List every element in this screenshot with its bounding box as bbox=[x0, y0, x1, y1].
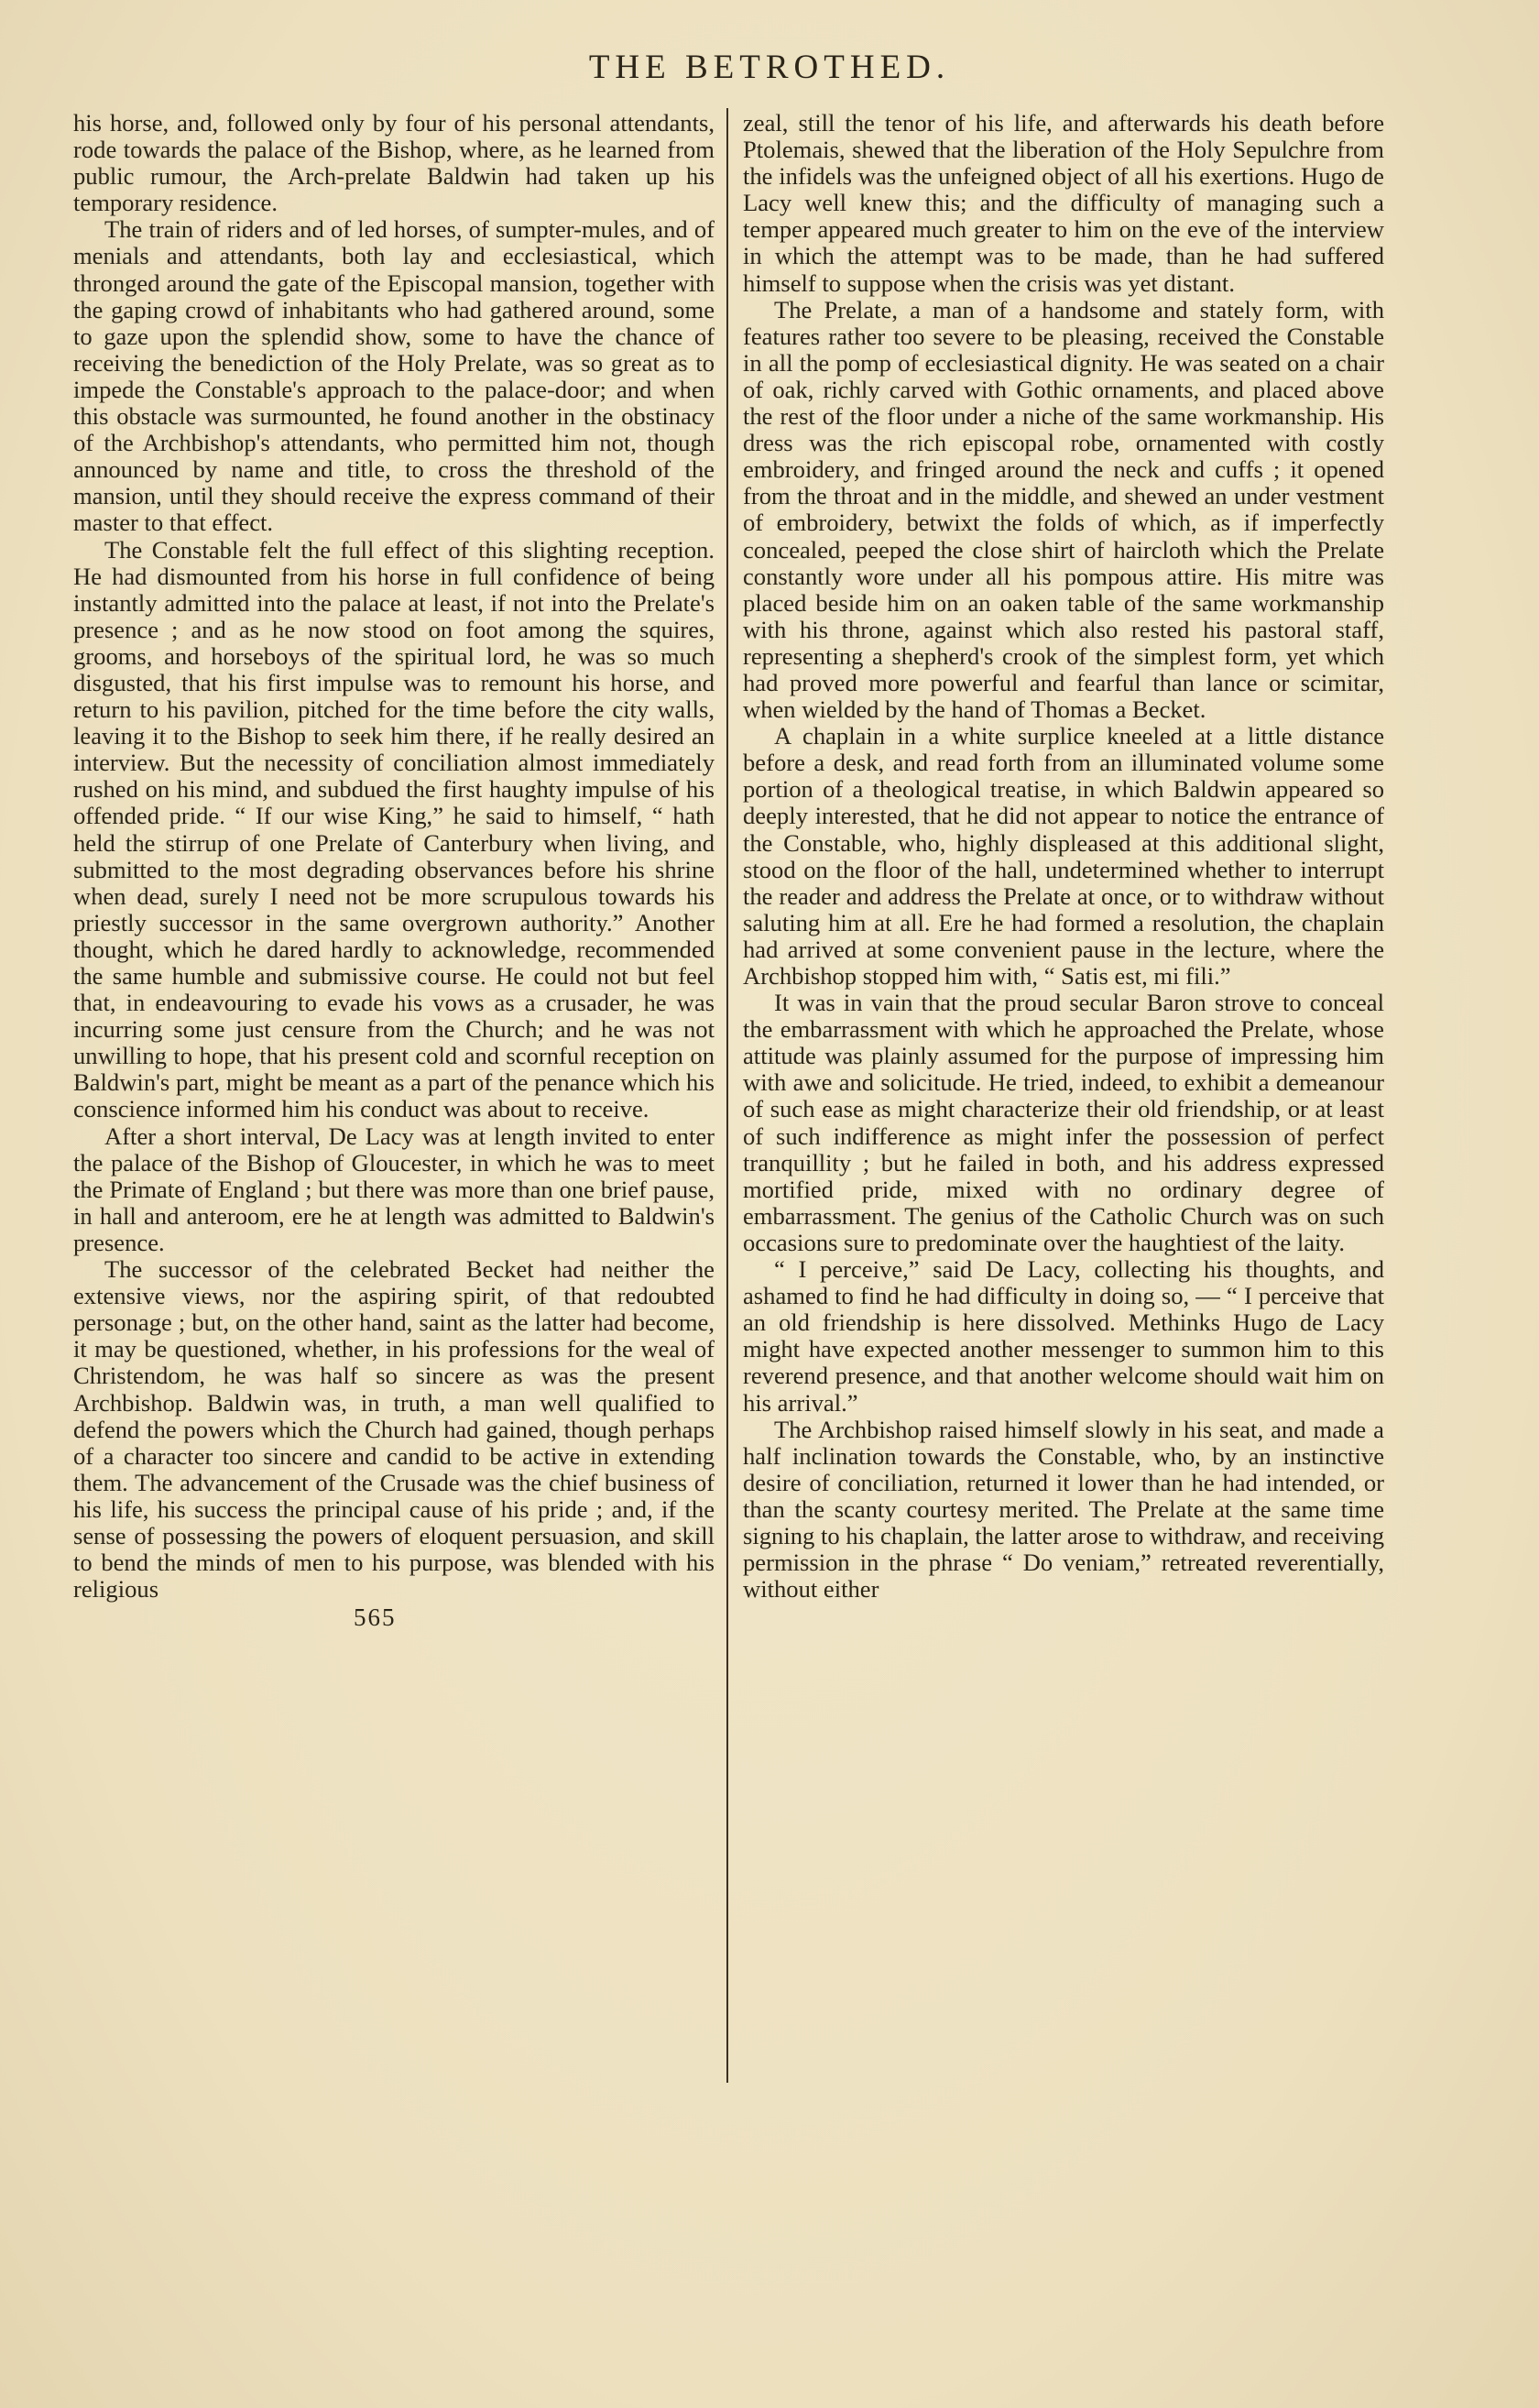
paragraph: his horse, and, followed only by four of his personal attendants, rode towards the palace of the Bishop, where, as he learned from public rumour, the Arch-prelate Baldwin had taken up his temporary residence. bbox=[73, 109, 715, 217]
paragraph: It was in vain that the proud secular Baron strove to conceal the embarrassment with which he approached the Prelate, whose attitude was plainly assumed for the purpose of impressing him with awe and solicitude. He tried, indeed, to exhibit a demeanour of such ease as might characterize their old friendship, or at least of such indifference as might infer the possession of perfect tranquillity ; but he failed in both, and his address expressed mortified pride, mixed with no ordinary degree of embarrassment. The genius of the Catholic Church was on such occasions sure to predominate over the haughtiest of the laity. bbox=[743, 989, 1384, 1256]
paragraph: The successor of the celebrated Becket had neither the extensive views, nor the aspiring spirit, of that redoubted personage ; but, on the other hand, saint as the latter had become, it may be questioned, whether, in his professions for the weal of Christendom, he was half so sincere as was the present Archbishop. Baldwin was, in truth, a man well qualified to defend the powers which the Church had gained, though perhaps of a character too sincere and candid to be active in extending them. The advancement of the Crusade was the chief business of his life, his success the principal cause of his pride ; and, if the sense of possessing the powers of eloquent persuasion, and skill to bend the minds of men to his purpose, was blended with his religious bbox=[73, 1255, 715, 1604]
running-title: THE BETROTHED. bbox=[588, 49, 951, 86]
left-column bbox=[73, 109, 715, 1632]
page-number: 565 bbox=[354, 1604, 397, 1632]
paragraph: The Prelate, a man of a handsome and stately form, with features rather too severe to be pleasing, received the Constable in all the pomp of ecclesiastical dignity. He was seated on a chair of oak, richly carved with Gothic ornaments, and placed above the rest of the floor under a niche of the same workmanship. His dress was the rich episcopal robe, ornamented with costly embroidery, and fringed around the neck and cuffs ; it opened from the throat and in the middle, and shewed an under vestment of embroidery, betwixt the folds of which, as if imperfectly concealed, peeped the close shirt of haircloth which the Prelate constantly wore under all his pompous attire. His mitre was placed beside him on an oaken table of the same workmanship with his throne, against which also rested his pastoral staff, representing a shepherd's crook of the simplest form, yet which had proved more powerful and fearful than lance or scimitar, when wielded by the hand of Thomas a Becket. bbox=[743, 295, 1384, 724]
paragraph: The train of riders and of led horses, of sumpter-mules, and of menials and attendants, both lay and ecclesiastical, which thronged around the gate of the Episcopal mansion, together with the gaping crowd of inhabitants who had gathered around, some to gaze upon the splendid show, some to have the chance of receiving the benediction of the Holy Prelate, was so great as to impede the Constable's approach to the palace-door; and when this obstacle was surmounted, he found another in the obstinacy of the Archbishop's attendants, who permitted him not, though announced by name and title, to cross the threshold of the mansion, until they should receive the express command of their master to that effect. bbox=[73, 215, 715, 537]
paragraph: After a short interval, De Lacy was at length invited to enter the palace of the Bishop of Gloucester, in which he was to meet the Primate of England ; but there was more than one brief pause, in hall and anteroom, ere he at length was admitted to Baldwin's presence. bbox=[73, 1122, 715, 1256]
paragraph: The Constable felt the full effect of this slighting reception. He had dismounted from his horse in full confidence of being instantly admitted into the palace at least, if not into the Prelate's presence ; and as he now stood on foot among the squires, grooms, and horseboys of the spiritual lord, he was so much disgusted, that his first impulse was to remount his horse, and return to his pavilion, pitched for the time before the city walls, leaving it to the Bishop to seek him there, if he really desired an interview. But the necessity of conciliation almost immediately rushed on his mind, and subdued the first haughty impulse of his offended pride. “ If our wise King,” he said to himself, “ hath held the stirrup of one Prelate of Canterbury when living, and submitted to the most degrading observances before his shrine when dead, surely I need not be more scrupulous towards his priestly successor in the same overgrown authority.” Another thought, which he dared hardly to acknowledge, recommended the same humble and submissive course. He could not but feel that, in endeavouring to evade his vows as a crusader, he was incurring some just censure from the Church; and he was not unwilling to hope, that his present cold and scornful reception on Baldwin's part, might be meant as a part of the penance which his conscience informed him his conduct was about to receive. bbox=[73, 535, 715, 1123]
paragraph: “ I perceive,” said De Lacy, collecting his thoughts, and ashamed to find he had difficulty in doing so, — “ I perceive that an old friendship is here dissolved. Methinks Hugo de Lacy might have expected another messenger to summon him to this reverend presence, and that another welcome should wait him on his arrival.” bbox=[743, 1255, 1384, 1417]
paragraph: A chaplain in a white surplice kneeled at a little distance before a desk, and read forth from an illuminated volume some portion of a theological treatise, in which Baldwin appeared so deeply interested, that he did not appear to notice the entrance of the Constable, who, highly displeased at this additional slight, stood on the floor of the hall, undetermined whether to interrupt the reader and address the Prelate at once, or to withdraw without saluting him at all. Ere he had formed a resolution, the chaplain had arrived at some convenient pause in the lecture, where the Archbishop stopped him with, “ Satis est, mi fili.” bbox=[743, 722, 1384, 990]
column-divider bbox=[726, 108, 728, 2083]
paragraph: zeal, still the tenor of his life, and afterwards his death before Ptolemais, shewed that the liberation of the Holy Sepulchre from the infidels was the unfeigned object of all his exertions. Hugo de Lacy well knew this; and the difficulty of managing such a temper appeared much greater to him on the eve of the interview in which the attempt was to be made, than he had suffered himself to suppose when the crisis was yet distant. bbox=[743, 109, 1384, 297]
paragraph: The Archbishop raised himself slowly in his seat, and made a half inclination towards the Constable, who, by an instinctive desire of conciliation, returned it lower than he had intended, or than the scanty courtesy merited. The Prelate at the same time signing to his chaplain, the latter arose to withdraw, and receiving permission in the phrase “ Do veniam,” retreated reverentially, without either bbox=[743, 1415, 1384, 1604]
right-column bbox=[743, 110, 1384, 1603]
